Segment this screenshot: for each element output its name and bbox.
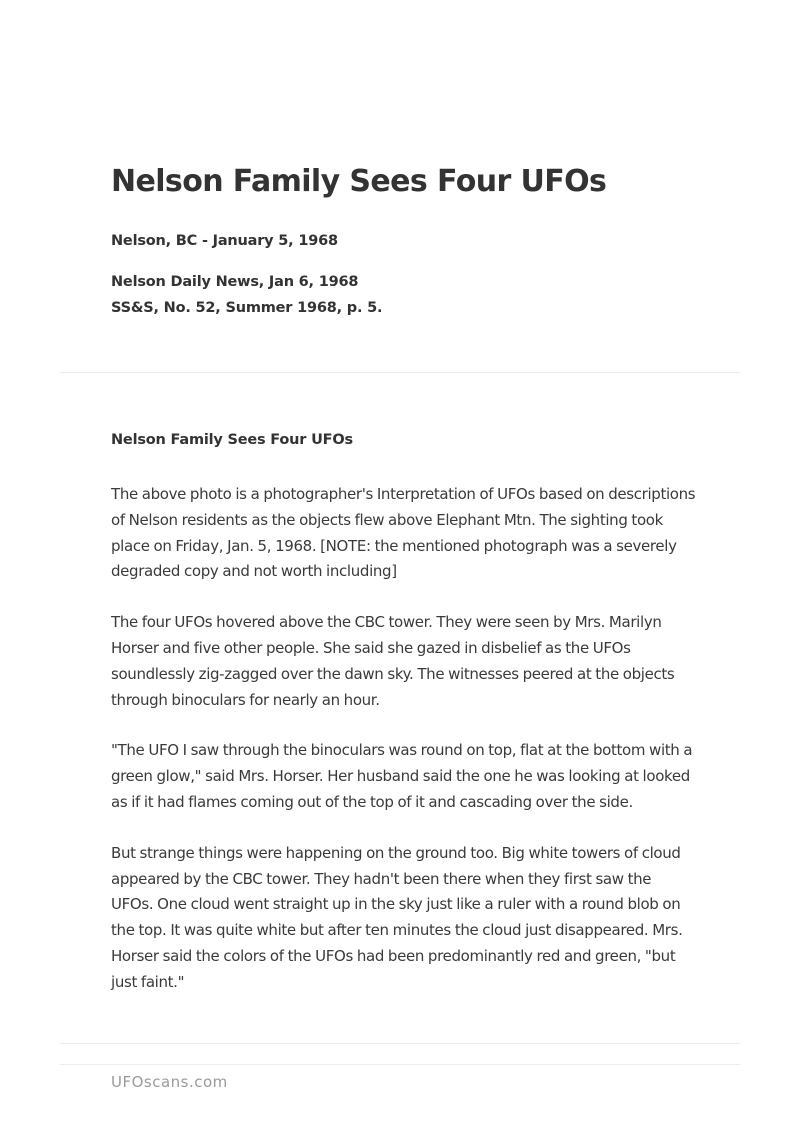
footer-divider bbox=[60, 1043, 740, 1044]
article-body bbox=[111, 428, 696, 1021]
document-header bbox=[111, 160, 731, 316]
footer-divider bbox=[60, 1064, 740, 1065]
page-title: Nelson Family Sees Four UFOs bbox=[111, 164, 607, 199]
article-paragraph: The above photo is a photographer's Interpretation of UFOs based on descriptions of Nelson residents as the objects flew above Elephant Mtn. The sighting took place on Friday, Jan. 5, 1968. [NOTE: the mentioned photograph was a severely degraded copy and not worth including] bbox=[111, 485, 696, 581]
source-citation: Nelson Daily News, Jan 6, 1968 bbox=[111, 274, 359, 290]
section-divider bbox=[60, 372, 740, 373]
article-paragraph: The four UFOs hovered above the CBC tower. They were seen by Mrs. Marilyn Horser and five other people. She said she gazed in disbelief as the UFOs soundlessly zig-zagged over the dawn sky. The witnesses peered at the objects through binoculars for nearly an hour. bbox=[111, 613, 675, 709]
location-date: Nelson, BC - January 5, 1968 bbox=[111, 233, 338, 249]
article-heading: Nelson Family Sees Four UFOs bbox=[111, 432, 353, 448]
article-paragraph: But strange things were happening on the ground too. Big white towers of cloud appeared by the CBC tower. They hadn't been there when they first saw the UFOs. One cloud went straight up in the sky just like a ruler with a round blob on the top. It was quite white but after ten minutes the cloud just disappeared. Mrs. Horser said the colors of the UFOs had been predominantly red and green, "but just faint." bbox=[111, 843, 683, 991]
article-paragraph: "The UFO I saw through the binoculars was round on top, flat at the bottom with a green glow," said Mrs. Horser. Her husband said the one he was looking at looked as if it had flames coming out of the top of it and cascading over the side. bbox=[111, 741, 693, 811]
source-citation: SS&S, No. 52, Summer 1968, p. 5. bbox=[111, 300, 383, 316]
watermark: UFOscans.com bbox=[111, 1073, 228, 1091]
